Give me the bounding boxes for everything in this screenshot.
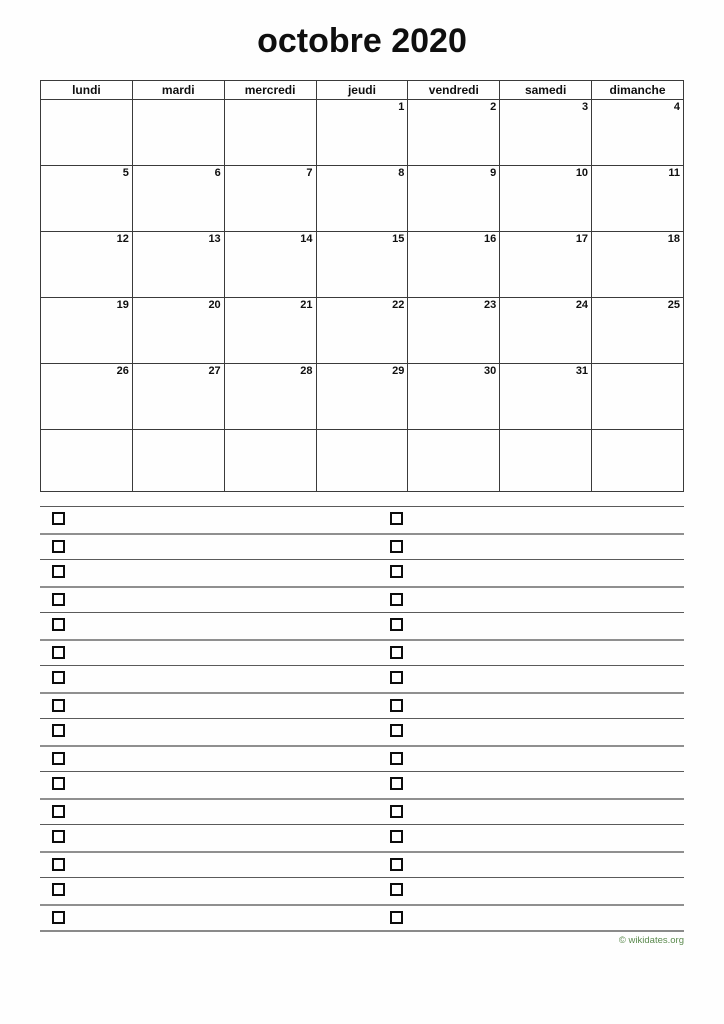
task-line: [362, 747, 684, 765]
calendar-day-cell: [500, 232, 592, 298]
task-checkbox-icon[interactable]: [52, 858, 65, 871]
task-line: [40, 878, 362, 896]
calendar-day-cell: [592, 100, 684, 166]
task-checkbox-icon[interactable]: [390, 699, 403, 712]
task-checkbox-icon[interactable]: [390, 646, 403, 659]
task-checkbox-icon[interactable]: [52, 540, 65, 553]
calendar-day-cell: [41, 232, 133, 298]
calendar-day-cell: [132, 298, 224, 364]
day-number: 1: [398, 101, 405, 114]
checklist-row: [40, 665, 684, 692]
checklist-row: [40, 533, 684, 560]
checklist-row: [40, 639, 684, 666]
week-row: [41, 166, 684, 232]
calendar-day-cell: [316, 166, 408, 232]
weekday-header: mercredi: [224, 81, 316, 100]
calendar-day-cell: [592, 298, 684, 364]
calendar-day-cell: [500, 298, 592, 364]
calendar-day-cell: [224, 298, 316, 364]
task-line: [40, 747, 362, 765]
calendar-day-cell: [132, 100, 224, 166]
task-line: [362, 535, 684, 553]
calendar-body: [41, 100, 684, 492]
weekday-header: dimanche: [592, 81, 684, 100]
checklist-row: [40, 718, 684, 745]
checklist-row: [40, 506, 684, 533]
day-number: 4: [673, 101, 680, 114]
task-line: [362, 560, 684, 578]
weekday-header: mardi: [132, 81, 224, 100]
calendar-day-cell: [408, 364, 500, 430]
task-checkbox-icon[interactable]: [52, 883, 65, 896]
calendar-day-cell: [592, 232, 684, 298]
task-checkbox-icon[interactable]: [52, 593, 65, 606]
task-checkbox-icon[interactable]: [52, 646, 65, 659]
day-number: 25: [667, 299, 680, 312]
calendar-day-cell: [41, 100, 133, 166]
day-number: 12: [116, 233, 129, 246]
day-number: 27: [208, 365, 221, 378]
task-checkbox-icon[interactable]: [52, 805, 65, 818]
calendar-day-cell: [408, 298, 500, 364]
day-number: 31: [575, 365, 589, 378]
checklist-row: [40, 798, 684, 825]
calendar-day-cell: [224, 232, 316, 298]
day-number: 23: [483, 299, 497, 312]
task-line: [362, 719, 684, 737]
calendar-day-cell: [316, 364, 408, 430]
task-checkbox-icon[interactable]: [390, 830, 403, 843]
weekday-header: lundi: [41, 81, 133, 100]
task-checkbox-icon[interactable]: [390, 593, 403, 606]
checklist-row: [40, 771, 684, 798]
task-checkbox-icon[interactable]: [52, 830, 65, 843]
week-row: [41, 100, 684, 166]
task-checkbox-icon[interactable]: [52, 752, 65, 765]
task-line: [40, 641, 362, 659]
task-checkbox-icon[interactable]: [52, 565, 65, 578]
calendar-day-cell: [500, 430, 592, 492]
task-checkbox-icon[interactable]: [390, 565, 403, 578]
calendar-day-cell: [500, 100, 592, 166]
calendar-day-cell: [500, 166, 592, 232]
task-line: [40, 800, 362, 818]
checklist-row: [40, 612, 684, 639]
day-number: 30: [483, 365, 497, 378]
task-line: [40, 906, 362, 924]
task-checkbox-icon[interactable]: [390, 512, 403, 525]
day-number: 14: [300, 233, 313, 246]
task-checkbox-icon[interactable]: [390, 671, 403, 684]
checklist-row: [40, 824, 684, 851]
task-line: [362, 666, 684, 684]
day-number: 28: [300, 365, 313, 378]
checklist-row: [40, 745, 684, 772]
calendar-day-cell: [316, 298, 408, 364]
checklist-row: [40, 904, 684, 931]
month-calendar: [40, 80, 684, 492]
checklist-row: [40, 851, 684, 878]
task-line: [40, 853, 362, 871]
day-number: 22: [392, 299, 405, 312]
week-row: [41, 364, 684, 430]
day-number: 16: [483, 233, 497, 246]
task-line: [40, 825, 362, 843]
calendar-day-cell: [41, 364, 133, 430]
task-line: [362, 772, 684, 790]
task-checkbox-icon[interactable]: [52, 699, 65, 712]
calendar-day-cell: [408, 100, 500, 166]
task-line: [40, 535, 362, 553]
task-line: [40, 694, 362, 712]
calendar-day-cell: [224, 166, 316, 232]
weekday-row: [41, 81, 684, 100]
day-number: 19: [116, 299, 129, 312]
task-checkbox-icon[interactable]: [52, 671, 65, 684]
task-line: [362, 853, 684, 871]
task-line: [362, 507, 684, 525]
calendar-day-cell: [408, 232, 500, 298]
day-number: 29: [392, 365, 405, 378]
day-number: 20: [208, 299, 221, 312]
task-checkbox-icon[interactable]: [390, 911, 403, 924]
task-line: [40, 666, 362, 684]
calendar-day-cell: [500, 364, 592, 430]
day-number: 11: [668, 167, 680, 180]
calendar-day-cell: [132, 430, 224, 492]
task-line: [362, 613, 684, 631]
calendar-day-cell: [408, 430, 500, 492]
task-line: [362, 825, 684, 843]
task-checkbox-icon[interactable]: [390, 752, 403, 765]
calendar-day-cell: [408, 166, 500, 232]
week-row: [41, 298, 684, 364]
task-line: [40, 507, 362, 525]
task-checkbox-icon[interactable]: [390, 883, 403, 896]
task-checkbox-icon[interactable]: [52, 512, 65, 525]
checklist: [40, 506, 684, 932]
task-line: [362, 800, 684, 818]
calendar-day-cell: [224, 364, 316, 430]
footer-credit: © wikidates.org: [618, 935, 684, 947]
task-checkbox-icon[interactable]: [390, 805, 403, 818]
task-checkbox-icon[interactable]: [390, 858, 403, 871]
task-checkbox-icon[interactable]: [52, 777, 65, 790]
task-checkbox-icon[interactable]: [390, 540, 403, 553]
task-line: [40, 588, 362, 606]
weekday-header: samedi: [500, 81, 592, 100]
day-number: 8: [398, 167, 405, 180]
day-number: 5: [122, 167, 129, 180]
calendar-day-cell: [132, 232, 224, 298]
task-checkbox-icon[interactable]: [52, 618, 65, 631]
task-line: [362, 694, 684, 712]
day-number: 17: [575, 233, 589, 246]
calendar-day-cell: [592, 166, 684, 232]
weekday-header: jeudi: [316, 81, 408, 100]
task-line: [362, 906, 684, 924]
day-number: 2: [490, 101, 497, 114]
page-title: octobre 2020: [257, 22, 467, 60]
day-number: 10: [575, 167, 589, 180]
checklist-row: [40, 586, 684, 613]
calendar-day-cell: [316, 232, 408, 298]
weekday-header: vendredi: [408, 81, 500, 100]
day-number: 18: [667, 233, 680, 246]
calendar-day-cell: [224, 430, 316, 492]
task-checkbox-icon[interactable]: [52, 911, 65, 924]
day-number: 13: [208, 233, 221, 246]
day-number: 26: [116, 365, 129, 378]
task-line: [40, 719, 362, 737]
calendar-day-cell: [224, 100, 316, 166]
day-number: 15: [392, 233, 405, 246]
day-number: 21: [300, 299, 313, 312]
calendar-day-cell: [41, 166, 133, 232]
task-line: [40, 772, 362, 790]
day-number: 3: [581, 101, 589, 114]
calendar-day-cell: [41, 298, 133, 364]
week-row: [41, 232, 684, 298]
calendar-day-cell: [592, 430, 684, 492]
task-line: [362, 588, 684, 606]
task-checkbox-icon[interactable]: [390, 724, 403, 737]
calendar-day-cell: [132, 364, 224, 430]
task-line: [362, 641, 684, 659]
task-line: [362, 878, 684, 896]
task-line: [40, 613, 362, 631]
checklist-row: [40, 877, 684, 904]
calendar-day-cell: [316, 100, 408, 166]
day-number: 7: [306, 167, 313, 180]
task-line: [40, 560, 362, 578]
calendar-day-cell: [132, 166, 224, 232]
calendar-day-cell: [41, 430, 133, 492]
week-row: [41, 430, 684, 492]
calendar-day-cell: [592, 364, 684, 430]
day-number: 6: [214, 167, 221, 180]
checklist-row: [40, 692, 684, 719]
task-checkbox-icon[interactable]: [390, 777, 403, 790]
calendar-day-cell: [316, 430, 408, 492]
day-number: 9: [490, 167, 497, 180]
task-checkbox-icon[interactable]: [52, 724, 65, 737]
checklist-row: [40, 559, 684, 586]
task-checkbox-icon[interactable]: [390, 618, 403, 631]
day-number: 24: [575, 299, 589, 312]
